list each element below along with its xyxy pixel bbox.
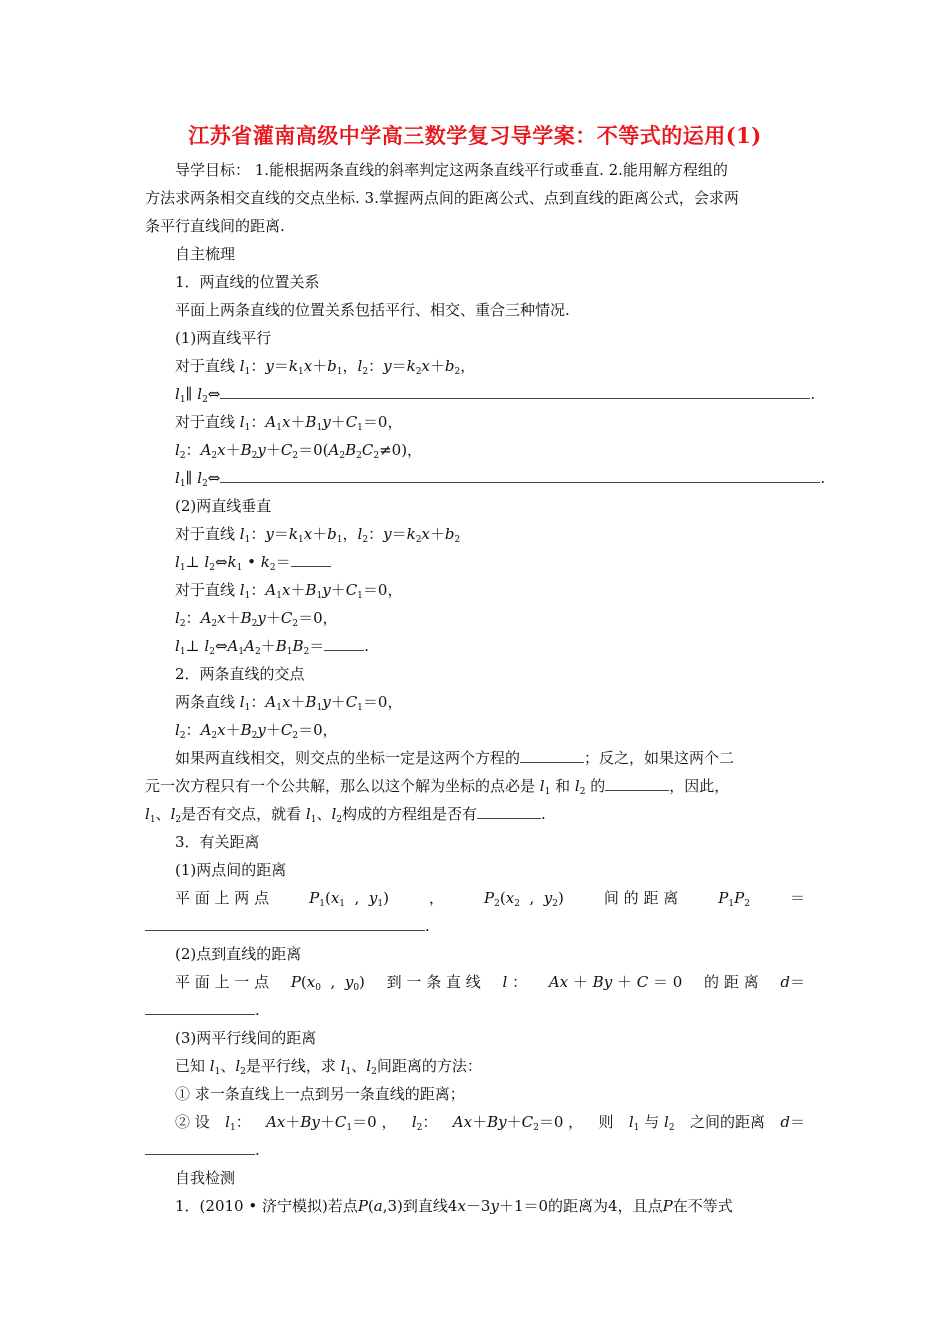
answer-blank[interactable] <box>145 1001 255 1015</box>
page-title: 江苏省灌南高级中学高三数学复习导学案：不等式的运用(1) <box>188 123 762 148</box>
distance-parallel-known: 已知 $l_1$、$l_2$是平行线，求 $l_1$、$l_2$间距离的方法： <box>175 1057 482 1077</box>
distance-parallel-blank: . <box>145 1140 260 1160</box>
objectives-line-3: 条平行直线间的距离. <box>145 217 285 235</box>
objectives-line-1: 导学目标： 1.能根据两条直线的斜率判定这两条直线平行或垂直. 2.能用解方程组的 <box>175 161 728 179</box>
answer-blank[interactable] <box>291 553 331 567</box>
answer-blank[interactable] <box>220 469 820 483</box>
perp-general-line-2: $l_2$：$A_2x+B_2y+C_2=0$， <box>175 609 338 629</box>
self-test-heading: 自我检测 <box>175 1169 236 1187</box>
answer-blank[interactable] <box>324 637 364 651</box>
perp-general-line-1: 对于直线 $l_1$：$A_1x+B_1y+C_1=0$， <box>175 581 403 601</box>
distance-parallel-method-1: ① 求一条直线上一点到另一条直线的距离； <box>175 1085 465 1103</box>
answer-blank[interactable] <box>145 1141 255 1155</box>
self-test-question-1: 1．(2010 • 济宁模拟)若点P(a,3)到直线4x－3y＋1＝0的距离为4，且点P在不等式 <box>175 1197 733 1215</box>
distance-two-points-text: 平 面 上 两 点 $P_1(x_1$ , $y_1$) ， $P_2(x_2$ , $y_2$) 间 的 距 离 $P_1P_2$ ＝ <box>175 889 805 909</box>
distance-point-line-heading: (2)点到直线的距离 <box>175 945 302 963</box>
section-review-heading: 自主梳理 <box>175 245 236 263</box>
intersection-para-2: 元一次方程只有一个公共解，那么以这个解为坐标的点必是 $l_1$ 和 $l_2$ 的 ，因此， <box>145 777 730 797</box>
parallel-slope-condition: $l_1\parallel$ $l_2\Leftrightarrow$ . <box>175 385 816 405</box>
intersection-line-2: $l_2$：$A_2x+B_2y+C_2=0$， <box>175 721 338 741</box>
distance-parallel-heading: (3)两平行线间的距离 <box>175 1029 317 1047</box>
answer-blank[interactable] <box>145 917 425 931</box>
distance-two-points-blank: . <box>145 916 430 936</box>
distance-point-line-text: 平 面 上 一 点 $P(x_0$ , $y_0$) 到 一 条 直 线 l ： Ax ＋ By ＋ C ＝ 0 的 距 离 d＝ <box>175 973 805 993</box>
answer-blank[interactable] <box>220 385 810 399</box>
distance-parallel-method-2: ② 设 $l_1$： $Ax+By+C_1=0$ ， $l_2$： $Ax+By+C_2=0$ ， 则 $l_1$ 与 $l_2$ 之间的距离 d＝ <box>175 1113 805 1133</box>
section-3-heading: 3．有关距离 <box>175 833 260 851</box>
parallel-general-line-2: $l_2$：$A_2x+B_2y+C_2=0(A_2B_2C_2\ne 0)$， <box>175 441 423 461</box>
objectives-line-2: 方法求两条相交直线的交点坐标. 3.掌握两点间的距离公式、点到直线的距离公式，会求两 <box>145 189 739 207</box>
section-2-heading: 2．两条直线的交点 <box>175 665 305 683</box>
perp-general-condition: $l_1\perp$ $l_2\Leftrightarrow A_1A_2+B_1B_2=$ . <box>175 637 370 657</box>
parallel-general-condition: $l_1\parallel$ $l_2\Leftrightarrow$ . <box>175 469 826 489</box>
perp-slope-lines: 对于直线 $l_1$：$y=k_1x+b_1$，$l_2$：$y=k_2x+b_2$ <box>175 525 461 545</box>
parallel-slope-lines: 对于直线 $l_1$：$y=k_1x+b_1$，$l_2$：$y=k_2x+b_2$， <box>175 357 476 377</box>
intersection-para-1: 如果两直线相交，则交点的坐标一定是这两个方程的 ；反之，如果这两个二 <box>175 749 735 767</box>
answer-blank[interactable] <box>520 749 584 763</box>
section-1-heading: 1．两直线的位置关系 <box>175 273 320 291</box>
perpendicular-heading: (2)两直线垂直 <box>175 497 272 515</box>
parallel-heading: (1)两直线平行 <box>175 329 272 347</box>
perp-slope-condition: $l_1\perp$ $l_2\Leftrightarrow k_1$ • $k_2=$ <box>175 552 331 578</box>
intersection-para-3: $l_1$、$l_2$是否有交点，就看 $l_1$、$l_2$构成的方程组是否有 . <box>145 805 546 825</box>
parallel-general-line-1: 对于直线 $l_1$：$A_1x+B_1y+C_1=0$， <box>175 413 403 433</box>
intersection-line-1: 两条直线 $l_1$：$A_1x+B_1y+C_1=0$， <box>175 693 403 713</box>
section-1-intro: 平面上两条直线的位置关系包括平行、相交、重合三种情况. <box>175 301 570 319</box>
distance-two-points-heading: (1)两点间的距离 <box>175 861 287 879</box>
distance-point-line-blank: . <box>145 1000 260 1020</box>
answer-blank[interactable] <box>605 777 669 791</box>
answer-blank[interactable] <box>477 805 541 819</box>
